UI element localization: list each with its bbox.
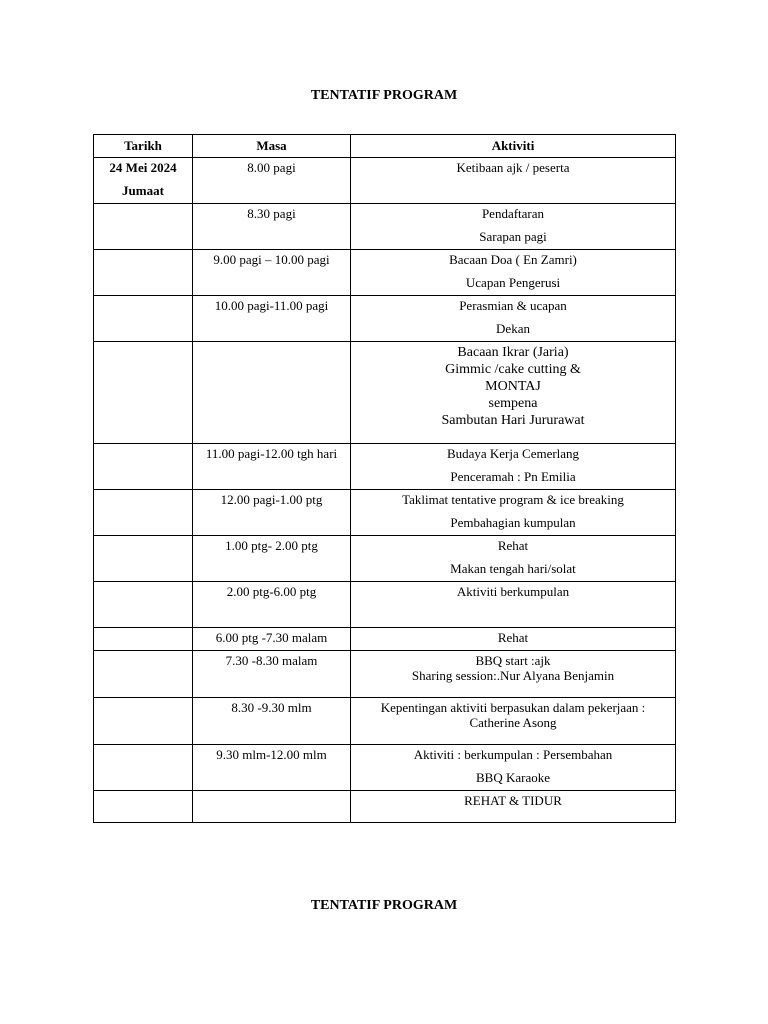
activity-cell [351, 250, 676, 296]
time-text: 8.30 pagi [247, 206, 296, 221]
activity-line: Perasmian & ucapan [459, 298, 567, 313]
activity-line: Makan tengah hari/solat [450, 561, 576, 576]
activity-cell [351, 698, 676, 745]
activity-line: Dekan [496, 321, 530, 336]
activity-line: Ketibaan ajk / peserta [456, 160, 570, 175]
table-row [94, 745, 676, 791]
activity-line: Catherine Asong [469, 715, 557, 730]
table-row [94, 628, 676, 651]
activity-line: MONTAJ [485, 379, 541, 394]
time-cell [193, 745, 351, 791]
time-cell [193, 651, 351, 698]
time-text: 8.00 pagi [247, 160, 296, 175]
date-cell-empty [94, 342, 193, 444]
table-row [94, 582, 676, 628]
page-title: TENTATIF PROGRAM [310, 88, 458, 103]
time-cell [193, 536, 351, 582]
date-cell-empty [94, 250, 193, 296]
activity-cell [351, 296, 676, 342]
activity-line: BBQ start :ajk [475, 653, 551, 668]
time-cell [193, 204, 351, 250]
activity-line: Pendaftaran [481, 206, 545, 221]
time-text: 2.00 ptg-6.00 ptg [226, 584, 317, 599]
activity-line: Rehat [497, 630, 529, 645]
activity-line: Ucapan Pengerusi [465, 275, 561, 290]
activity-line: Rehat [497, 538, 529, 553]
activity-cell [351, 536, 676, 582]
time-cell [193, 582, 351, 628]
date-cell-empty [94, 628, 193, 651]
activity-cell [351, 651, 676, 698]
activity-line: Sharing session:.Nur Alyana Benjamin [411, 668, 615, 683]
header-masa: Masa [193, 135, 351, 158]
time-cell [193, 698, 351, 745]
table-row [94, 490, 676, 536]
date-cell-empty [94, 296, 193, 342]
table-row [94, 250, 676, 296]
date-cell-empty [94, 698, 193, 745]
time-text: 11.00 pagi-12.00 tgh hari [205, 446, 338, 461]
table-row [94, 698, 676, 745]
time-cell [193, 490, 351, 536]
activity-line: Kepentingan aktiviti berpasukan dalam pekerjaan : [380, 700, 646, 715]
time-text: 10.00 pagi-11.00 pagi [214, 298, 329, 313]
activity-line: REHAT & TIDUR [464, 793, 562, 808]
date-cell-empty [94, 490, 193, 536]
activity-cell [351, 745, 676, 791]
date-cell [94, 158, 193, 204]
header-aktiviti: Aktiviti [351, 135, 676, 158]
date-cell-empty [94, 582, 193, 628]
day-line: Jumaat [122, 183, 164, 198]
activity-cell [351, 628, 676, 651]
activity-line: BBQ Karaoke [475, 770, 550, 785]
date-cell-empty [94, 204, 193, 250]
schedule-table [93, 134, 676, 823]
activity-line: Sambutan Hari Jururawat [441, 413, 585, 428]
header-tarikh: Tarikh [94, 135, 193, 158]
time-cell [193, 444, 351, 490]
time-cell [193, 296, 351, 342]
time-text: 12.00 pagi-1.00 ptg [220, 492, 323, 507]
activity-line: Bacaan Doa ( En Zamri) [449, 252, 577, 267]
table-row [94, 204, 676, 250]
table-row [94, 536, 676, 582]
date-cell-empty [94, 444, 193, 490]
activity-cell [351, 582, 676, 628]
activity-line: Budaya Kerja Cemerlang [446, 446, 580, 461]
table-row [94, 651, 676, 698]
table-row [94, 444, 676, 490]
activity-line: Bacaan Ikrar (Jaria) [457, 345, 569, 360]
page-title-second: TENTATIF PROGRAM [310, 898, 458, 913]
date-cell-empty [94, 536, 193, 582]
activity-cell [351, 158, 676, 204]
activity-cell [351, 444, 676, 490]
activity-line: Pembahagian kumpulan [450, 515, 576, 530]
date-cell-empty [94, 791, 193, 823]
activity-line: Sarapan pagi [479, 229, 547, 244]
table-row [94, 342, 676, 444]
activity-line: Aktiviti berkumpulan [456, 584, 570, 599]
time-cell [193, 250, 351, 296]
date-line: 24 Mei 2024 [109, 160, 177, 175]
time-text: 8.30 -9.30 mlm [231, 700, 312, 715]
activity-cell [351, 204, 676, 250]
activity-cell [351, 342, 676, 444]
date-cell-empty [94, 651, 193, 698]
activity-line: sempena [488, 396, 538, 411]
date-cell-empty [94, 745, 193, 791]
activity-cell [351, 490, 676, 536]
activity-line: Aktiviti : berkumpulan : Persembahan [413, 747, 613, 762]
activity-cell [351, 791, 676, 823]
activity-line: Taklimat tentative program & ice breaking [402, 492, 624, 507]
table-row [94, 296, 676, 342]
activity-line: Gimmic /cake cutting & [445, 362, 581, 377]
table-header-row [94, 135, 676, 158]
time-text: 9.30 mlm-12.00 mlm [216, 747, 327, 762]
time-cell-empty [193, 342, 351, 444]
time-text: 9.00 pagi – 10.00 pagi [213, 252, 330, 267]
time-cell-empty [193, 791, 351, 823]
activity-line: Penceramah : Pn Emilia [450, 469, 576, 484]
time-text: 7.30 -8.30 malam [225, 653, 318, 668]
table-row [94, 791, 676, 823]
time-text: 1.00 ptg- 2.00 ptg [225, 538, 318, 553]
time-text: 6.00 ptg -7.30 malam [215, 630, 328, 645]
table-row [94, 158, 676, 204]
time-cell [193, 628, 351, 651]
time-cell [193, 158, 351, 204]
